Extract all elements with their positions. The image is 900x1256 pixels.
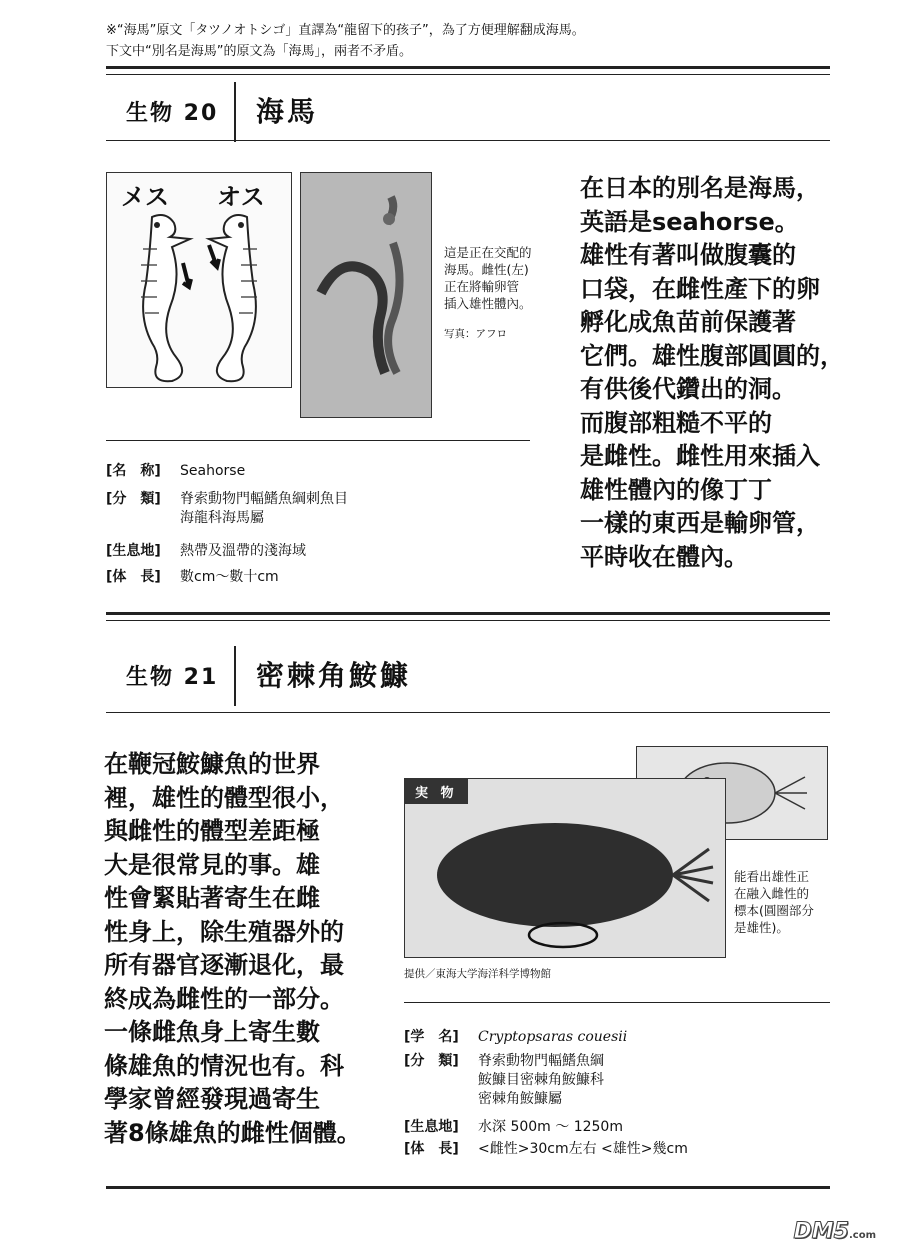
translator-note-line1: ※“海馬”原文「タツノオトシゴ」直譯為“龍留下的孩子”，為了方便理解翻成海馬。 — [106, 23, 585, 38]
anglerfish-photo-tag: 実 物 — [405, 779, 468, 804]
translator-note-line2: 下文中“別名是海馬”的原文為「海馬」，兩者不矛盾。 — [106, 44, 412, 59]
seahorse-photo-credit: 写真：アフロ — [444, 328, 507, 340]
info-key: [体 長] — [404, 1141, 459, 1157]
section21-title: 密棘角鮟鱇 — [256, 659, 412, 692]
section20-top-rule-thin — [106, 74, 830, 75]
seahorse-illustration — [106, 172, 292, 388]
illustration-male-label: オス — [217, 183, 265, 211]
translator-note — [106, 20, 585, 62]
seahorse-info-top-rule — [106, 440, 530, 441]
anglerfish-info-top-rule — [404, 1002, 830, 1003]
info-value: 熱帶及溫帶的淺海域 — [180, 543, 306, 559]
info-value: 脊索動物門輻鰭魚綱 鮟鱇目密棘角鮟鱇科 密棘角鮟鱇屬 — [478, 1053, 604, 1107]
seahorse-info-length — [106, 568, 279, 587]
info-key: [分 類] — [106, 491, 161, 507]
info-value: Seahorse — [180, 463, 246, 479]
info-key: [生息地] — [404, 1119, 459, 1135]
anglerfish-info-habitat — [404, 1118, 623, 1137]
section20-number: 生物 20 — [126, 101, 219, 126]
anglerfish-info-classification — [404, 1052, 604, 1109]
anglerfish-info-scientific-name — [404, 1028, 627, 1047]
section20-title: 海馬 — [256, 95, 319, 128]
seahorse-info-name — [106, 462, 245, 481]
info-value: <雌性>30cm左右 <雄性>幾cm — [478, 1141, 688, 1157]
anglerfish-info-length — [404, 1140, 688, 1159]
anglerfish-description: 在鞭冠鮟鱇魚的世界 裡，雄性的體型很小， 與雌性的體型差距極 大是很常見的事。雄 性會緊貼著寄生在雌 性身上，除生殖器外的 所有器官逐漸退化，最 終成為雌性的一部分。 一條雌魚身上寄生數 條雄魚的情況也有。科 學家曾經發現過寄生 著8條雄魚的雌性個體。 — [104, 750, 361, 1147]
info-key: [名 称] — [106, 463, 161, 479]
info-key: [生息地] — [106, 543, 161, 559]
section20-top-rule — [106, 66, 830, 69]
watermark-main: DM5 — [793, 1219, 849, 1244]
anglerfish-caption: 能看出雄性正 在融入雌性的 標本(圓圈部分 是雄性)。 — [734, 869, 814, 935]
section21-top-rule — [106, 612, 830, 615]
seahorse-caption: 這是正在交配的 海馬。雌性(左) 正在將輸卵管 插入雄性體內。 — [444, 245, 532, 311]
info-key: [学 名] — [404, 1029, 459, 1045]
anglerfish-photo-credit: 提供／東海大学海洋科学博物館 — [404, 968, 551, 980]
anglerfish-photo-image — [405, 779, 725, 957]
seahorse-description: 在日本的別名是海馬， 英語是seahorse。 雄性有著叫做腹囊的 口袋，在雌性產下的卵 孵化成魚苗前保護著 它們。雄性腹部圓圓的， 有供後代鑽出的洞。 而腹部粗糙不平的 是雌性。雌性用來插入 雄性體內的像丁丁 一樣的東西是輸卵管， 平時收在體內。 — [580, 174, 844, 571]
site-watermark — [794, 1219, 877, 1244]
section21-header — [106, 640, 830, 710]
section20-header — [106, 76, 830, 146]
section21-number: 生物 21 — [126, 665, 219, 690]
info-value: Cryptopsaras couesii — [478, 1029, 628, 1045]
info-key: [体 長] — [106, 569, 161, 585]
section21-top-rule-thin — [106, 620, 830, 621]
seahorse-pair-drawing — [107, 209, 291, 387]
section21-header-bottom-rule — [106, 712, 830, 713]
anglerfish-photo — [404, 778, 726, 958]
watermark-suffix: .com — [848, 1230, 876, 1241]
info-key: [分 類] — [404, 1053, 459, 1069]
seahorse-photo — [300, 172, 432, 418]
seahorse-info-habitat — [106, 542, 306, 561]
section20-header-bottom-rule — [106, 140, 830, 141]
seahorse-photo-image — [301, 173, 431, 417]
section21-bottom-rule — [106, 1186, 830, 1189]
illustration-female-label: メス — [121, 183, 169, 211]
info-value: 數cm～數十cm — [180, 569, 279, 585]
info-value: 水深 500m ～ 1250m — [478, 1119, 623, 1135]
info-value: 脊索動物門輻鰭魚綱刺魚目 海龍科海馬屬 — [180, 491, 348, 526]
seahorse-info-classification — [106, 490, 348, 528]
section21-divider — [234, 646, 236, 706]
section20-divider — [234, 82, 236, 142]
